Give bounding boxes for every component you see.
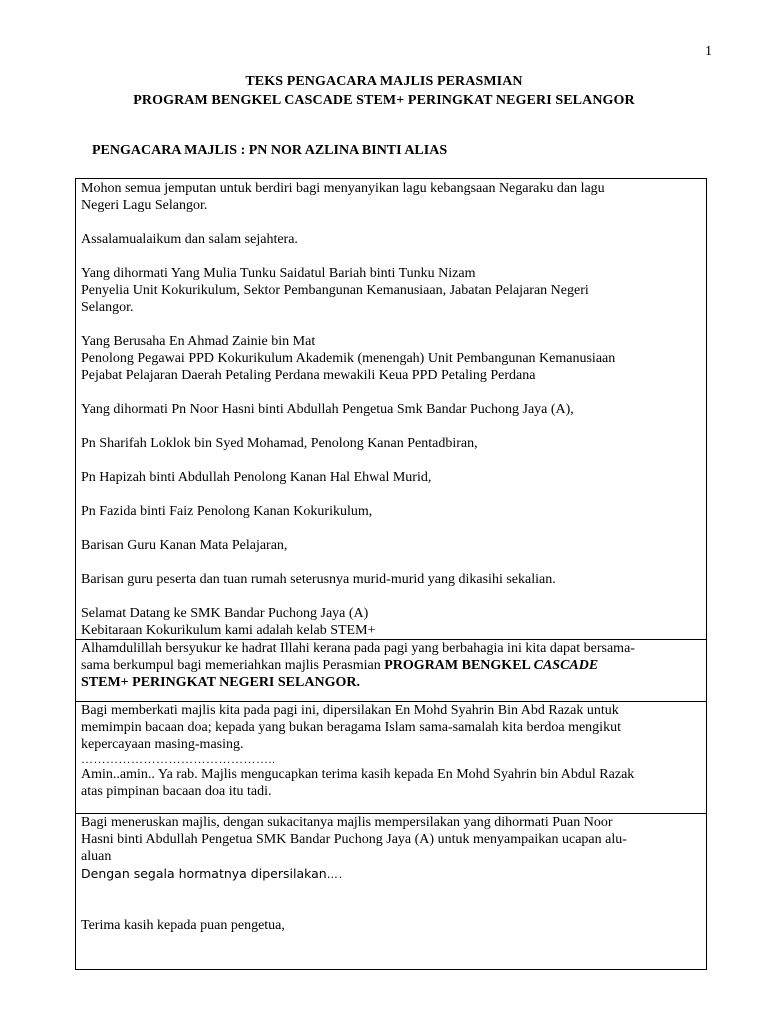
speech-cell xyxy=(76,814,707,970)
gratitude-text xyxy=(81,640,701,691)
text-line: Mohon semua jemputan untuk berdiri bagi menyanyikan lagu kebangsaan Negaraku dan lagu xyxy=(81,181,605,196)
document-title: TEKS PENGACARA MAJLIS PERASMIAN xyxy=(245,74,523,89)
text-line: Selangor. xyxy=(81,300,134,315)
text-line: kepercayaan masing-masing. xyxy=(81,737,244,752)
prayer-cell xyxy=(76,702,707,814)
text-line: Hasni binti Abdullah Pengetua SMK Bandar Puchong Jaya (A) untuk menyampaikan ucapan alu- xyxy=(81,832,627,847)
text-line: Negeri Lagu Selangor. xyxy=(81,198,208,213)
welcome-text xyxy=(81,605,701,639)
guest-6: Pn Fazida binti Faiz Penolong Kanan Kokurikulum, xyxy=(81,504,373,519)
text-line: Yang dihormati Yang Mulia Tunku Saidatul Bariah binti Tunku Nizam xyxy=(81,266,476,281)
text-line: Pejabat Pelajaran Daerah Petaling Perdana mewakili Keua PPD Petaling Perdana xyxy=(81,368,536,383)
guest-7: Barisan Guru Kanan Mata Pelajaran, xyxy=(81,538,288,553)
text-line: Alhamdulillah bersyukur ke hadrat Illahi kerana pada pagi yang berbahagia ini kita dapat bersama- xyxy=(81,641,635,656)
program-name-italic: CASCADE xyxy=(533,658,599,673)
dotted-leader: …. xyxy=(326,868,344,881)
document-subtitle: PROGRAM BENGKEL CASCADE STEM+ PERINGKAT NEGERI SELANGOR xyxy=(133,93,635,108)
table-row xyxy=(76,814,707,970)
greeting-text: Assalamualaikum dan salam sejahtera. xyxy=(81,232,298,247)
table-row xyxy=(76,179,707,640)
text-line: Bagi memberkati majlis kita pada pagi ini, dipersilakan En Mohd Syahrin Bin Abd Razak untuk xyxy=(81,703,619,718)
text-line: Yang Berusaha En Ahmad Zainie bin Mat xyxy=(81,334,316,349)
table-row xyxy=(76,702,707,814)
guest-4: Pn Sharifah Loklok bin Syed Mohamad, Penolong Kanan Pentadbiran, xyxy=(81,436,478,451)
guest-2 xyxy=(81,333,701,384)
guest-1 xyxy=(81,265,701,316)
text-line: Bagi meneruskan majlis, dengan sukacitanya majlis mempersilakan yang dihormati Puan Noor xyxy=(81,815,613,830)
invite-line xyxy=(81,866,343,881)
emcee-heading: PENGACARA MAJLIS : PN NOR AZLINA BINTI ALIAS xyxy=(92,143,448,158)
program-name: PROGRAM BENGKEL xyxy=(384,658,534,673)
anthem-text xyxy=(81,180,701,214)
text-line: Selamat Datang ke SMK Bandar Puchong Jaya (A) xyxy=(81,606,369,621)
dotted-leader: ……………………………………….. xyxy=(81,752,276,766)
gratitude-cell xyxy=(76,640,707,702)
page-number: 1 xyxy=(705,44,712,59)
guest-5: Pn Hapizah binti Abdullah Penolong Kanan Hal Ehwal Murid, xyxy=(81,470,432,485)
text-line: Penolong Pegawai PPD Kokurikulum Akademik (menengah) Unit Pembangunan Kemanusiaan xyxy=(81,351,616,366)
text-line: memimpin bacaan doa; kepada yang bukan beragama Islam sama-samalah kita berdoa mengikut xyxy=(81,720,621,735)
speech-invite xyxy=(81,814,701,883)
text-line: Amin..amin.. Ya rab. Majlis mengucapkan terima kasih kepada En Mohd Syahrin bin Abdul Razak xyxy=(81,767,635,782)
text-line: aluan xyxy=(81,849,112,864)
prayer-thanks xyxy=(81,766,701,800)
script-table xyxy=(75,178,707,970)
text-line: Dengan segala hormatnya dipersilakan xyxy=(81,866,327,881)
guest-3: Yang dihormati Pn Noor Hasni binti Abdullah Pengetua Smk Bandar Puchong Jaya (A), xyxy=(81,402,574,417)
text-line: atas pimpinan bacaan doa itu tadi. xyxy=(81,784,272,799)
table-row xyxy=(76,640,707,702)
text-line: Penyelia Unit Kokurikulum, Sektor Pembangunan Kemanusiaan, Jabatan Pelajaran Negeri xyxy=(81,283,589,298)
guest-8: Barisan guru peserta dan tuan rumah seterusnya murid-murid yang dikasihi sekalian. xyxy=(81,572,556,587)
speech-thanks: Terima kasih kepada puan pengetua, xyxy=(81,918,285,933)
text-line: sama berkumpul bagi memeriahkan majlis Perasmian xyxy=(81,658,385,673)
program-name-cont: STEM+ PERINGKAT NEGERI SELANGOR. xyxy=(81,675,360,690)
prayer-text xyxy=(81,702,701,753)
opening-cell xyxy=(76,179,707,640)
text-line: Kebitaraan Kokurikulum kami adalah kelab STEM+ xyxy=(81,623,376,638)
